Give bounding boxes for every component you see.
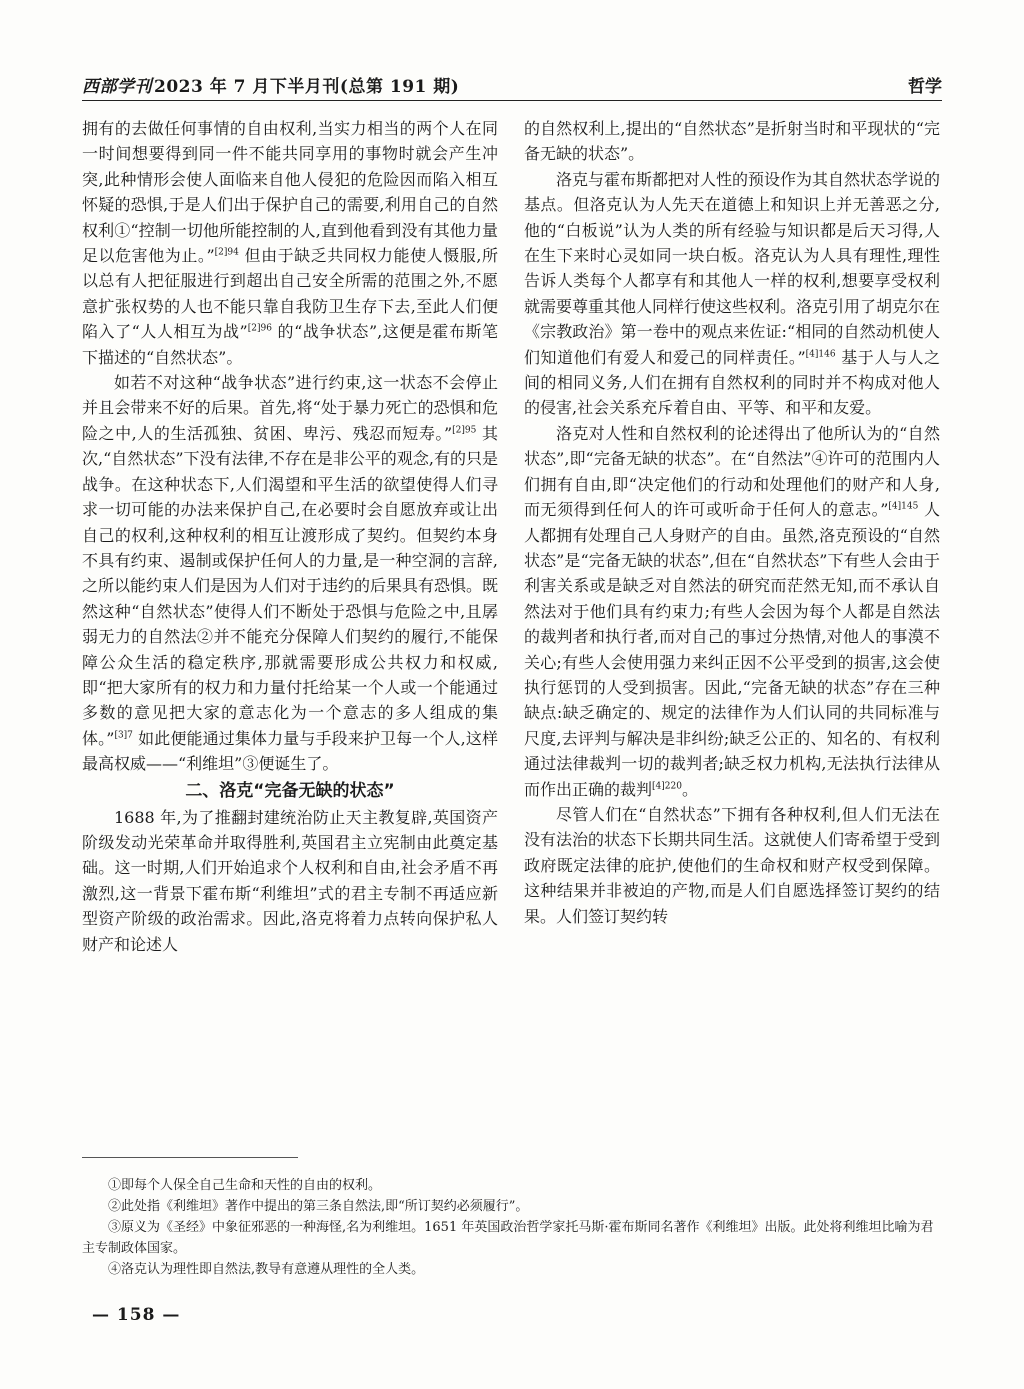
section-label: 哲学 bbox=[908, 77, 942, 97]
footnote-rule bbox=[82, 1157, 298, 1158]
text-run: 但由于缺乏共同权力能使人慑服,所以总有人把征服进行到超出自己安全所需的范围之外,不愿意扩张权势的人也不能只靠自我防卫生存下去,至此人们便陷入了“人人相互为战” bbox=[82, 246, 498, 342]
citation: [4]145 bbox=[888, 501, 919, 512]
paragraph: 的自然权利上,提出的“自然状态”是折射当时和平现状的“完备无缺的状态”。 bbox=[524, 119, 940, 164]
citation: [2]94 bbox=[214, 247, 239, 258]
text-run: 拥有的去做任何事情的自由权利,当实力相当的两个人在同一时间想要得到同一件不能共同享用的事物时就会产生冲突,此种情形会使人面临来自他人侵犯的危险因而陷入相互怀疑的恐惧,于是人们出于保护自己的需要,利用自己的自然权利①“控制一切他所能控制的人,直到他看到没有其他力量足以危害他为止。” bbox=[82, 119, 498, 266]
text-run: 如若不对这种“战争状态”进行约束,这一状态不会停止并且会带来不好的后果。首先,将“处于暴力死亡的恐惧和危险之中,人的生活孤独、贫困、卑污、残忍而短寿。” bbox=[82, 373, 498, 443]
text-run: 如此便能通过集体力量与手段来护卫每一个人,这样最高权威——“利维坦”③便诞生了。 bbox=[82, 728, 498, 774]
text-run: 基于人与人之间的相同义务,人们在拥有自然权利的同时并不构成对他人的侵害,社会关系充斥着自由、平等、和平和友爱。 bbox=[524, 347, 940, 418]
footnote: ④洛克认为理性即自然法,教导有意遵从理性的全人类。 bbox=[108, 1262, 425, 1277]
section-heading: 二、洛克“完备无缺的状态” bbox=[185, 780, 395, 801]
text-run: 洛克与霍布斯都把对人性的预设作为其自然状态学说的基点。但洛克认为人先天在道德上和知识上并无善恶之分,他的“白板说”认为人类的所有经验与知识都是后天习得,人在生下来时心灵如同一块白板。洛克认为人具有理性,理性告诉人类每个人都享有和其他人一样的权利,想要享受权利就需要尊重其他人同样行使这些权利。洛克引用了胡克尔在《宗教政治》第一卷中的观点来佐证:“相同的自然动机使人们知道他们有爱人和爱己的同样责任。” bbox=[524, 169, 941, 367]
paragraph bbox=[524, 167, 940, 421]
header-rule bbox=[82, 100, 942, 101]
text-run: 人人都拥有处理自己人身财产的自由。虽然,洛克预设的“自然状态”是“完备无缺的状态”,但在“自然状态”下有些人会由于利害关系或是缺乏对自然法的研究而茫然无知,而不承认自然法对于他们具有约束力;有些人会因为每个人都是自然法的裁判者和执行者,而对自己的事过分热情,对他人的事漠不关心;有些人会使用强力来纠正因不公平受到的损害,这会使执行惩罚的人受到损害。因此,“完备无缺的状态”存在三种缺点:缺乏确定的、规定的法律作为人们认同的共同标准与尺度,去评判与解决是非纠纷;缺乏公正的、知名的、有权利通过法律裁判一切的裁判者;缺乏权力机构,无法执行法律从而作出正确的裁判 bbox=[524, 500, 940, 799]
journal-title bbox=[82, 72, 459, 97]
citation: [2]95 bbox=[452, 425, 477, 436]
issue-info: 2023 年 7 月下半月刊(总第 191 期) bbox=[154, 77, 460, 97]
right-column bbox=[524, 116, 940, 929]
text-run: 的“战争状态”,这便是霍布斯笔下描述的“自然状态”。 bbox=[82, 322, 498, 367]
text-run: 其次,“自然状态”下没有法律,不存在是非公平的观念,有的只是战争。在这种状态下,人们渴望和平生活的欲望使得人们寻求一切可能的办法来保护自己,在必要时会自愿放弃或让出自己的权利,这种权利的相互让渡形成了契约。但契约本身不具有约束、遏制或保护任何人的力量,是一种空洞的言辞,之所以能约束人们是因为人们对于违约的后果具有恐惧。既然这种“自然状态”使得人们不断处于恐惧与危险之中,且孱弱无力的自然法②并不能充分保障人们契约的履行,不能保障公众生活的稳定秩序,那就需要形成公共权力和权威,即“把大家所有的权力和力量付托给某一个人或一个能通过多数的意见把大家的意志化为一个意志的多人组成的集体。” bbox=[82, 423, 499, 748]
left-column bbox=[82, 116, 498, 957]
citation: [2]96 bbox=[247, 323, 272, 334]
paragraph: 尽管人们在“自然状态”下拥有各种权利,但人们无法在没有法治的状态下长期共同生活。这就使人们寄希望于受到政府既定法律的庇护,使他们的生命权和财产权受到保障。这种结果并非被迫的产物,而是人们自愿选择签订契约的结果。人们签订契约转 bbox=[524, 804, 941, 926]
text-run: 洛克对人性和自然权利的论述得出了他所认为的“自然状态”,即“完备无缺的状态”。在“自然法”④许可的范围内人们拥有自由,即“决定他们的行动和处理他们的财产和人身,而无须得到任何人的许可或听命于任何人的意志。” bbox=[524, 423, 940, 520]
footnotes bbox=[82, 1175, 942, 1280]
page-number: — 158 — bbox=[92, 1305, 181, 1325]
journal-logo: 西部学刊 bbox=[82, 77, 152, 97]
paragraph bbox=[82, 370, 498, 777]
citation: [4]146 bbox=[805, 349, 836, 360]
footnote: ②此处指《利维坦》著作中提出的第三条自然法,即“所订契约必须履行”。 bbox=[108, 1199, 529, 1214]
footnote: ③原义为《圣经》中象征邪恶的一种海怪,名为利维坦。1651 年英国政治哲学家托马斯·霍布斯同名著作《利维坦》出版。此处将利维坦比喻为君主专制政体国家。 bbox=[82, 1220, 934, 1256]
citation: [3]7 bbox=[114, 730, 133, 741]
paragraph: 1688 年,为了推翻封建统治防止天主教复辟,英国资产阶级发动光荣革命并取得胜利,英国君主立宪制由此奠定基础。这一时期,人们开始追求个人权利和自由,社会矛盾不再激烈,这一背景下霍布斯“利维坦”式的君主专制不再适应新型资产阶级的政治需求。因此,洛克将着力点转向保护私人财产和论述人 bbox=[82, 807, 498, 954]
running-header bbox=[82, 70, 942, 100]
citation: [4]220 bbox=[652, 781, 682, 792]
text-run: 。 bbox=[681, 779, 698, 799]
footnote: ①即每个人保全自己生命和天性的自由的权利。 bbox=[108, 1178, 382, 1193]
paragraph bbox=[524, 421, 940, 802]
paragraph bbox=[82, 116, 498, 370]
